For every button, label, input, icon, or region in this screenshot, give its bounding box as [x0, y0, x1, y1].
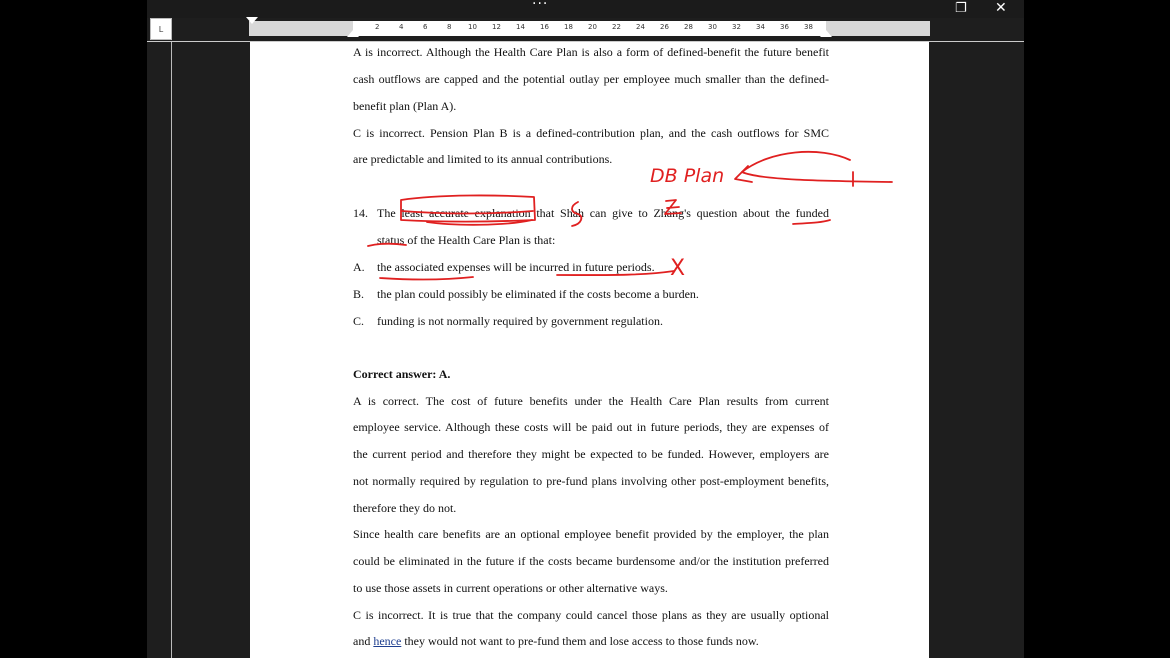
hence-link[interactable]: hence — [373, 634, 402, 648]
wrong-x-mark: X — [670, 256, 686, 281]
option-text: funding is not normally required by government regulation. — [377, 314, 663, 328]
text-run: they would not want to pre-fund them and lose access to those funds now. — [401, 634, 759, 648]
ruler-number: 16 — [540, 23, 549, 31]
ruler-number: 4 — [399, 23, 404, 31]
ruler-number: 6 — [423, 23, 428, 31]
text-run: and — [353, 634, 374, 648]
doc-line: employee service. Although these costs will be paid out in future periods, they are expenses of — [353, 420, 829, 434]
vertical-ruler-edge — [171, 42, 172, 658]
ruler-number: 18 — [564, 23, 573, 31]
ruler-number: 22 — [612, 23, 621, 31]
doc-line — [353, 634, 759, 648]
tab-selector-button[interactable]: L — [150, 18, 172, 40]
doc-line: benefit plan (Plan A). — [353, 99, 457, 113]
option-text: the plan could possibly be eliminated if the costs become a burden. — [377, 287, 699, 301]
option-letter: B. — [353, 287, 365, 301]
option-letter: A. — [353, 260, 365, 274]
ruler-number: 26 — [660, 23, 669, 31]
option-letter: C. — [353, 314, 365, 328]
ruler-number: 30 — [708, 23, 717, 31]
doc-line: A is incorrect. Although the Health Care Plan is also a form of defined-benefit the future benefit — [353, 45, 829, 59]
title-bar — [147, 0, 1024, 18]
doc-line: to use those assets in current operations or other alternative ways. — [353, 581, 668, 595]
doc-line: are predictable and limited to its annual contributions. — [353, 152, 613, 166]
ruler-left-margin — [249, 21, 353, 36]
doc-line: A is correct. The cost of future benefits under the Health Care Plan results from current — [353, 394, 829, 408]
ruler-number: 38 — [804, 23, 813, 31]
ruler-number: 34 — [756, 23, 765, 31]
doc-line: not normally required by regulation to pre-fund plans involving other post-employment benefits, — [353, 474, 829, 488]
doc-line: could be eliminated in the future if the costs became burdensome and/or the institution preferred — [353, 554, 829, 568]
doc-line: the current period and therefore they might be expected to be funded. However, employers are — [353, 447, 829, 461]
doc-line: C is incorrect. It is true that the company could cancel those plans as they are usually optional — [353, 608, 829, 622]
left-indent-marker[interactable] — [347, 30, 359, 37]
close-icon[interactable]: ✕ — [995, 0, 1007, 16]
ruler-right-margin — [826, 21, 930, 36]
ruler-number: 24 — [636, 23, 645, 31]
ruler-number: 10 — [468, 23, 477, 31]
more-options-icon[interactable]: ··· — [532, 0, 549, 12]
ruler-number: 36 — [780, 23, 789, 31]
doc-line: Since health care benefits are an optional employee benefit provided by the employer, the plan — [353, 527, 829, 541]
ruler-number: 28 — [684, 23, 693, 31]
document-page[interactable] — [250, 42, 929, 658]
ruler-number: 20 — [588, 23, 597, 31]
ruler-number: 14 — [516, 23, 525, 31]
question-stem: The least accurate explanation that Shah can give to Zhang's question about the funded — [377, 206, 829, 220]
doc-line: C is incorrect. Pension Plan B is a defined-contribution plan, and the cash outflows for SMC — [353, 126, 829, 140]
option-text: the associated expenses will be incurred in future periods. — [377, 260, 655, 274]
ruler-number: 12 — [492, 23, 501, 31]
question-number: 14. — [353, 206, 368, 220]
question-stem: status of the Health Care Plan is that: — [377, 233, 556, 247]
restore-icon[interactable]: ❐ — [955, 1, 967, 16]
doc-line: cash outflows are capped and the potential outlay per employee much smaller than the defined- — [353, 72, 829, 86]
db-plan-note: DB Plan — [650, 165, 725, 187]
ruler-number: 32 — [732, 23, 741, 31]
ruler-number: 2 — [375, 23, 380, 31]
doc-line: therefore they do not. — [353, 501, 457, 515]
first-line-indent-marker[interactable] — [246, 17, 258, 24]
right-indent-marker[interactable] — [820, 30, 832, 37]
correct-answer-heading: Correct answer: A. — [353, 367, 451, 381]
ruler-number: 8 — [447, 23, 452, 31]
